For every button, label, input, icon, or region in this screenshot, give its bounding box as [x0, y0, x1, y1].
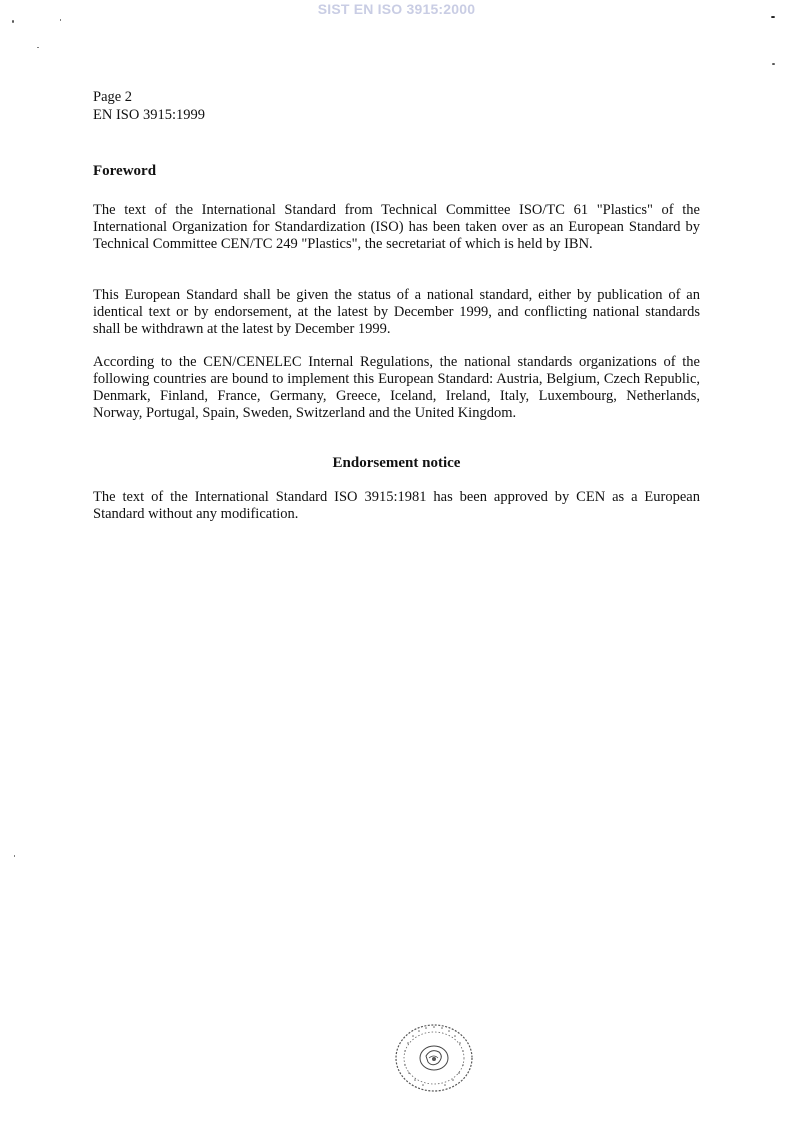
official-seal-stamp: [393, 1022, 475, 1094]
scan-speck: [14, 855, 15, 857]
foreword-paragraph: The text of the International Standard from Technical Committee ISO/TC 61 "Plastics" of the International Organization for Standardization (ISO) has been taken over as an European Standard by Technical Committee CEN/TC 249 "Plastics", the secretariat of which is held by IBN.: [93, 202, 700, 252]
document-id: EN ISO 3915:1999: [93, 107, 205, 123]
page-number: Page 2: [93, 89, 133, 105]
foreword-paragraph: According to the CEN/CENELEC Internal Regulations, the national standards organizations of the following countries are bound to implement this European Standard: Austria, Belgium, Czech Republic, Denmark, Finland, France, Germany, Greece, Iceland, Ireland, Italy, Luxembourg, Netherlands, Norway, Portugal, Spain, Sweden, Switzerland and the United Kingdom.: [93, 354, 700, 421]
watermark: SIST EN ISO 3915:2000: [317, 1, 476, 17]
page-header: [93, 88, 205, 124]
scan-speck: [37, 47, 39, 48]
scan-speck: [772, 63, 775, 65]
endorsement-paragraph: The text of the International Standard ISO 3915:1981 has been approved by CEN as a European Standard without any modification.: [93, 489, 700, 522]
scan-speck: [12, 20, 14, 23]
scan-speck: [771, 16, 775, 18]
endorsement-heading: Endorsement notice: [332, 455, 461, 471]
scan-speck: [60, 19, 61, 21]
foreword-heading: Foreword: [93, 163, 157, 179]
foreword-paragraph: This European Standard shall be given the status of a national standard, either by publication of an identical text or by endorsement, at the latest by December 1999, and conflicting national standards shall be withdrawn at the latest by December 1999.: [93, 287, 700, 337]
